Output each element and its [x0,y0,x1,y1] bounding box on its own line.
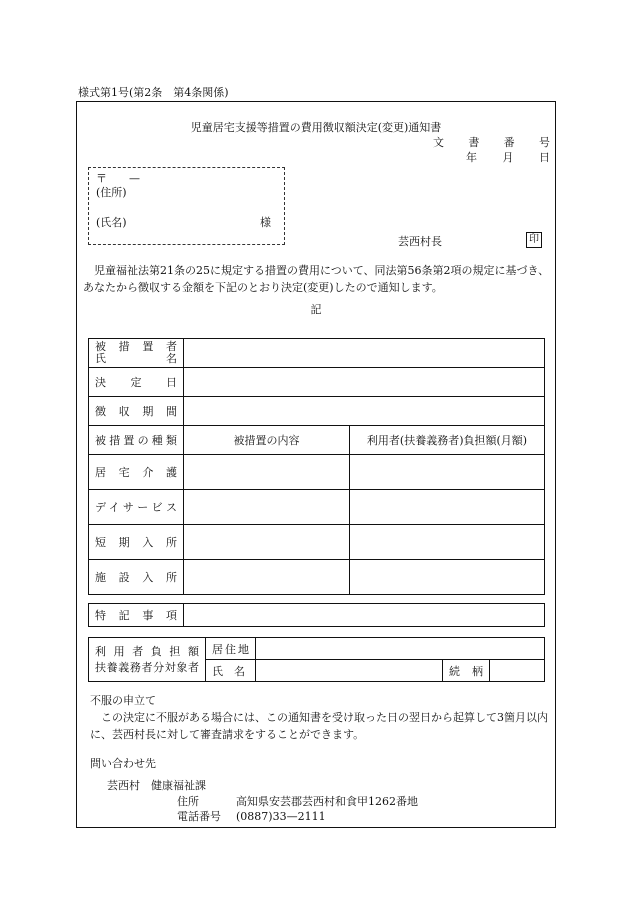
decision-date-label: 決定日 [95,376,177,389]
doc-number-char: 書 [468,136,480,149]
name-value[interactable] [256,660,443,682]
details-table [88,338,545,595]
content-cell[interactable] [184,455,350,490]
type-day-service: デイサービス [95,501,177,514]
burden-table [88,637,545,682]
burden-cell[interactable] [350,525,545,560]
burden-cell[interactable] [350,490,545,525]
special-notes-table [88,603,545,627]
header-content: 被措置の内容 [184,426,350,455]
subject-label-cell [89,339,184,368]
relation-label: 続柄 [449,664,483,678]
burden-cell[interactable] [350,560,545,595]
postal-code: 〒 — [96,172,140,185]
issuer: 芸西村長 [398,235,442,248]
doc-number-char: 号 [538,136,550,149]
type-home-care: 居宅介護 [95,466,177,479]
type-facility: 施設入所 [95,571,177,584]
date-year: 年 [466,151,477,164]
contact-address: 高知県安芸郡芸西村和食甲1262番地 [236,795,418,808]
contact-tel-row [177,808,326,824]
ki-mark: 記 [310,303,322,316]
collection-period-value[interactable] [184,397,545,426]
residence-label: 居住地 [212,642,249,656]
subject-name-value[interactable] [184,339,545,368]
contact-org: 芸西村 健康福祉課 [107,779,206,792]
collection-period-label: 徴収期間 [95,405,177,418]
type-short-stay: 短期入所 [95,536,177,549]
seal-stamp: 印 [526,232,542,248]
contact-tel: (0887)33—2111 [236,810,326,823]
notice-body: 児童福祉法第21条の25に規定する措置の費用について、同法第56条第2項の規定に基づき、あなたから徴収する金額を下記のとおり決定(変更)したので通知します。 [83,264,550,294]
content-cell[interactable] [184,560,350,595]
honorific: 様 [260,216,271,229]
subject-label-line2: 氏 名 [95,352,177,365]
date-line [466,149,550,165]
recipient-address-box [88,167,285,245]
contact-tel-label: 電話番号 [177,810,221,823]
burden-label-line1: 利用者負担額 [95,644,199,658]
header-burden: 利用者(扶養義務者)負担額(月額) [350,426,545,455]
burden-label-cell [89,638,206,682]
special-notes-label: 特記事項 [95,609,177,622]
decision-date-value[interactable] [184,368,545,397]
subject-label-line1: 被 措 置 者 [95,340,177,353]
appeal-title: 不服の申立て [90,694,156,707]
name-label: 氏名 [212,664,245,678]
doc-number-line [433,134,550,150]
burden-cell[interactable] [350,455,545,490]
header-type: 被措置の種類 [95,434,177,447]
contact-address-row [177,793,418,809]
name-label: (氏名) [96,216,127,229]
appeal-text: この決定に不服がある場合には、この通知書を受け取った日の翌日から起算して3箇月以内に、芸西村長に対して審査請求をすることができます。 [90,711,548,741]
date-day: 日 [539,151,550,164]
address-label: (住所) [96,186,127,199]
residence-value[interactable] [256,638,545,660]
appeal-section [90,692,550,743]
date-month: 月 [502,151,514,164]
content-cell[interactable] [184,490,350,525]
doc-number-char: 番 [503,136,515,149]
contact-title: 問い合わせ先 [90,757,156,770]
document-title: 児童居宅支援等措置の費用徴収額決定(変更)通知書 [190,121,442,134]
content-cell[interactable] [184,525,350,560]
contact-address-label: 住所 [177,795,199,808]
form-number: 様式第1号(第2条 第4条関係) [78,86,229,99]
special-notes-value[interactable] [184,604,545,627]
doc-number-char: 文 [433,136,444,149]
burden-label-line2: 扶養義務者分対象者 [95,660,199,674]
relation-value[interactable] [490,660,545,682]
